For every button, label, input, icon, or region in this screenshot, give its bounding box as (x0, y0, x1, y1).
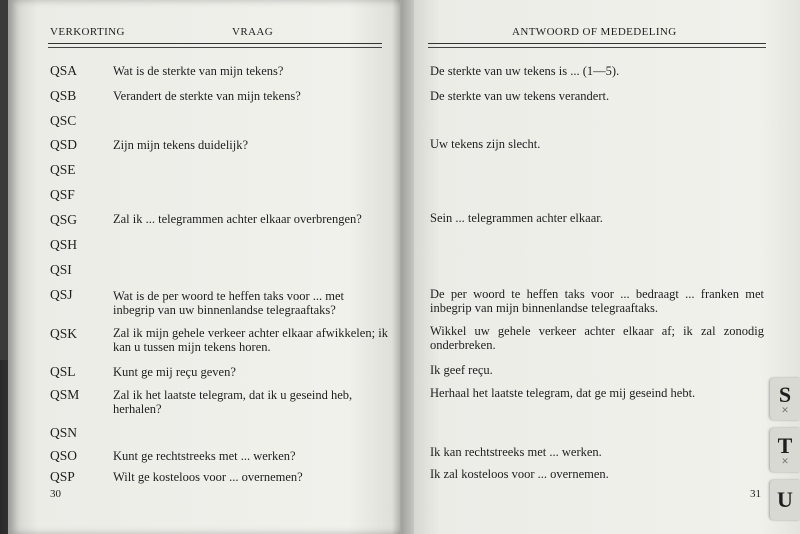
code-qsn: QSN (50, 425, 78, 440)
header-answer: ANTWOORD OF MEDEDELING (512, 26, 677, 38)
code-qsh: QSH (50, 237, 78, 252)
thumb-tab-u[interactable] (770, 480, 800, 520)
thumb-tab-s[interactable] (770, 378, 800, 420)
code-qsa: QSA (50, 63, 78, 78)
tab-cross-icon: ✕ (781, 404, 789, 415)
answer-qsa: De sterkte van uw tekens is ... (1—5). (430, 64, 620, 78)
answer-qsk: Wikkel uw gehele verkeer achter elkaar af; ik zal zonodig onderbreken. (430, 324, 764, 352)
answer-qsm: Herhaal het laatste telegram, dat ge mij geseind hebt. (430, 386, 696, 400)
code-qsf: QSF (50, 187, 75, 202)
question-qsk: Zal ik mijn gehele verkeer achter elkaar afwikkelen; ik kan u tussen mijn tekens horen. (113, 326, 388, 354)
page-number-right: 31 (750, 488, 761, 500)
answer-qsl: Ik geef reçu. (430, 363, 493, 377)
header-rule-right-thin (428, 47, 766, 48)
question-qsm: Zal ik het laatste telegram, dat ik u geseind heb, herhalen? (113, 388, 353, 416)
code-qsi: QSI (50, 262, 72, 277)
answer-qsj: De per woord te heffen taks voor ... bedraagt ... franken met inbegrip van mijn binnenlandse telegraaftaks. (430, 287, 764, 315)
code-qsc: QSC (50, 113, 77, 128)
code-qso: QSO (50, 448, 78, 463)
code-qsg: QSG (50, 212, 78, 227)
code-qsd: QSD (50, 137, 78, 152)
header-rule-left (48, 43, 382, 44)
question-qsg: Zal ik ... telegrammen achter elkaar overbrengen? (113, 212, 362, 226)
question-qsp: Wilt ge kosteloos voor ... overnemen? (113, 470, 303, 484)
code-qsp: QSP (50, 469, 75, 484)
code-qsk: QSK (50, 326, 78, 341)
code-qsm: QSM (50, 387, 80, 402)
thumb-tab-t-letter: T (777, 432, 793, 458)
question-qsl: Kunt ge mij reçu geven? (113, 365, 236, 379)
thumb-tab-u-letter: U (777, 487, 793, 512)
answer-qsp: Ik zal kosteloos voor ... overnemen. (430, 467, 609, 481)
code-qsb: QSB (50, 88, 77, 103)
answer-qsb: De sterkte van uw tekens verandert. (430, 89, 610, 103)
question-qsb: Verandert de sterkte van mijn tekens? (113, 89, 301, 103)
code-qsj: QSJ (50, 287, 73, 302)
tab-cross-icon: ✕ (781, 455, 789, 466)
thumb-tab-s-letter: S (778, 381, 792, 407)
header-rule-right (428, 43, 766, 44)
book-gutter (392, 0, 414, 534)
answer-qsd: Uw tekens zijn slecht. (430, 137, 541, 151)
thumb-tab-t[interactable] (770, 428, 800, 472)
question-qsj: Wat is de per woord te heffen taks voor ... met inbegrip van uw binnenlandse telegraaftaks? (113, 289, 344, 317)
header-abbreviation: VERKORTING (50, 26, 125, 38)
question-qso: Kunt ge rechtstreeks met ... werken? (113, 449, 296, 463)
code-qse: QSE (50, 162, 76, 177)
code-qsl: QSL (50, 364, 76, 379)
question-qsa: Wat is de sterkte van mijn tekens? (113, 64, 284, 78)
question-qsd: Zijn mijn tekens duidelijk? (113, 138, 249, 152)
answer-qsg: Sein ... telegrammen achter elkaar. (430, 211, 603, 225)
page-number-left: 30 (50, 488, 61, 500)
answer-qso: Ik kan rechtstreeks met ... werken. (430, 445, 602, 459)
header-rule-left-thin (48, 47, 382, 48)
header-question: VRAAG (232, 26, 274, 38)
